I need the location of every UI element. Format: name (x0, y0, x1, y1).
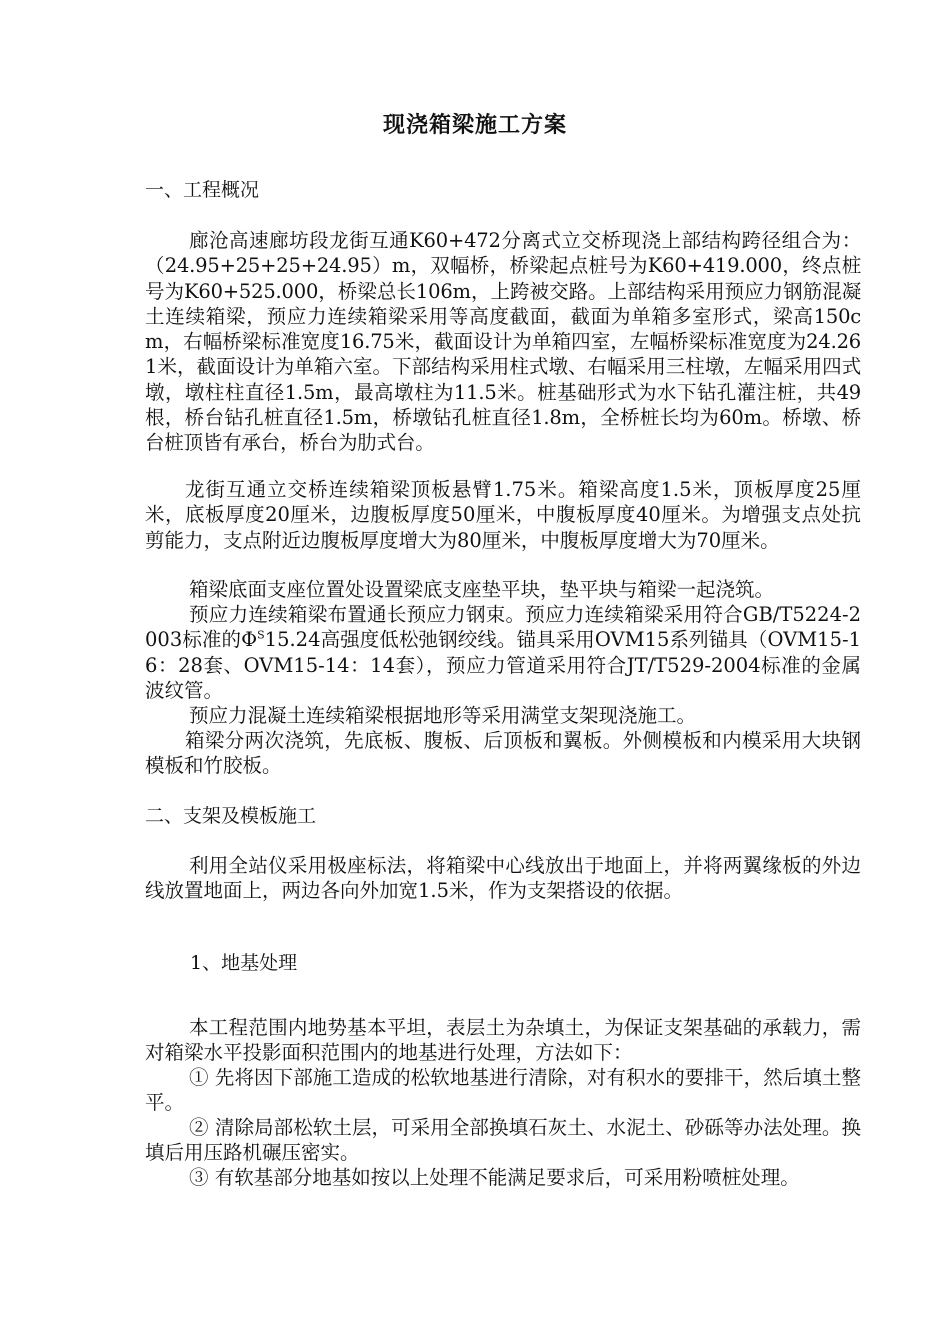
foundation-item-3: ③ 有软基部分地基如按以上处理不能满足要求后，可采用粉喷桩处理。 (189, 1166, 800, 1189)
strand-symbol: Φ (241, 628, 258, 652)
strand-text: 15.24高强度低松弛钢绞线。锚具采用OVM15系列锚具（OVM15-16：28套、OVM15-14：14套），预应力管道采用符合JT/T529-2004标准的金属波纹管。 (145, 628, 861, 702)
section-heading-overview: 一、工程概况 (145, 179, 260, 201)
overview-paragraph-4 (145, 602, 861, 703)
strand-superscript: S (257, 628, 265, 642)
prestress-text: 预应力连续箱梁布置通长预应力钢束。预应力连续箱梁采用符合GB/T5224-2003标准的 (145, 603, 861, 652)
overview-paragraph-6: 箱梁分两次浇筑，先底板、腹板、后顶板和翼板。外侧模板和内模采用大块钢模板和竹胶板。 (145, 729, 861, 778)
foundation-item-2: ② 清除局部松软土层，可采用全部换填石灰土、水泥土、砂砾等办法处理。换填后用压路机碾压密实。 (145, 1116, 861, 1165)
foundation-item-1: ① 先将因下部施工造成的松软地基进行清除，对有积水的要排干，然后填土整平。 (145, 1066, 861, 1115)
overview-paragraph-2: 龙街互通立交桥连续箱梁顶板悬臂1.75米。箱梁高度1.5米，顶板厚度25厘米，底板厚度20厘米，边腹板厚度50厘米，中腹板厚度40厘米。为增强支点处抗剪能力，支点附近边腹板厚度增大为80厘米，中腹板厚度增大为70厘米。 (145, 478, 861, 552)
overview-paragraph-3: 箱梁底面支座位置处设置梁底支座垫平块，垫平块与箱梁一起浇筑。 (189, 578, 775, 601)
foundation-paragraph-1: 本工程范围内地势基本平坦，表层土为杂填土，为保证支架基础的承载力，需对箱梁水平投影面积范围内的地基进行处理，方法如下： (145, 1016, 861, 1065)
section-heading-support: 二、支架及模板施工 (145, 805, 317, 827)
support-paragraph-1: 利用全站仪采用极座标法，将箱梁中心线放出于地面上，并将两翼缘板的外边线放置地面上，两边各向外加宽1.5米，作为支架搭设的依据。 (145, 854, 861, 903)
overview-paragraph-5: 预应力混凝土连续箱梁根据地形等采用满堂支架现浇施工。 (189, 704, 697, 727)
overview-paragraph-1: 廊沧高速廊坊段龙街互通K60+472分离式立交桥现浇上部结构跨径组合为：（24.95+25+25+24.95）m，双幅桥，桥梁起点桩号为K60+419.000，终点桩号为K60+525.000，桥梁总长106m，上跨被交路。上部结构采用预应力钢筋混凝土连续箱梁，预应力连续箱梁采用等高度截面，截面为单箱多室形式，梁高150cm，右幅桥梁标准宽度16.75米，截面设计为单箱四室，左幅桥梁标准宽度为24.261米，截面设计为单箱六室。下部结构采用柱式墩、右幅采用三柱墩，左幅采用四式墩，墩柱柱直径1.5m，最高墩柱为11.5米。桩基础形式为水下钻孔灌注桩，共49根，桥台钻孔桩直径1.5m，桥墩钻孔桩直径1.8m，全桥桩长均为60m。桥墩、桥台桩顶皆有承台，桥台为肋式台。 (145, 229, 861, 455)
subsection-heading-foundation: 1、地基处理 (190, 952, 298, 974)
document-title: 现浇箱梁施工方案 (382, 113, 567, 138)
